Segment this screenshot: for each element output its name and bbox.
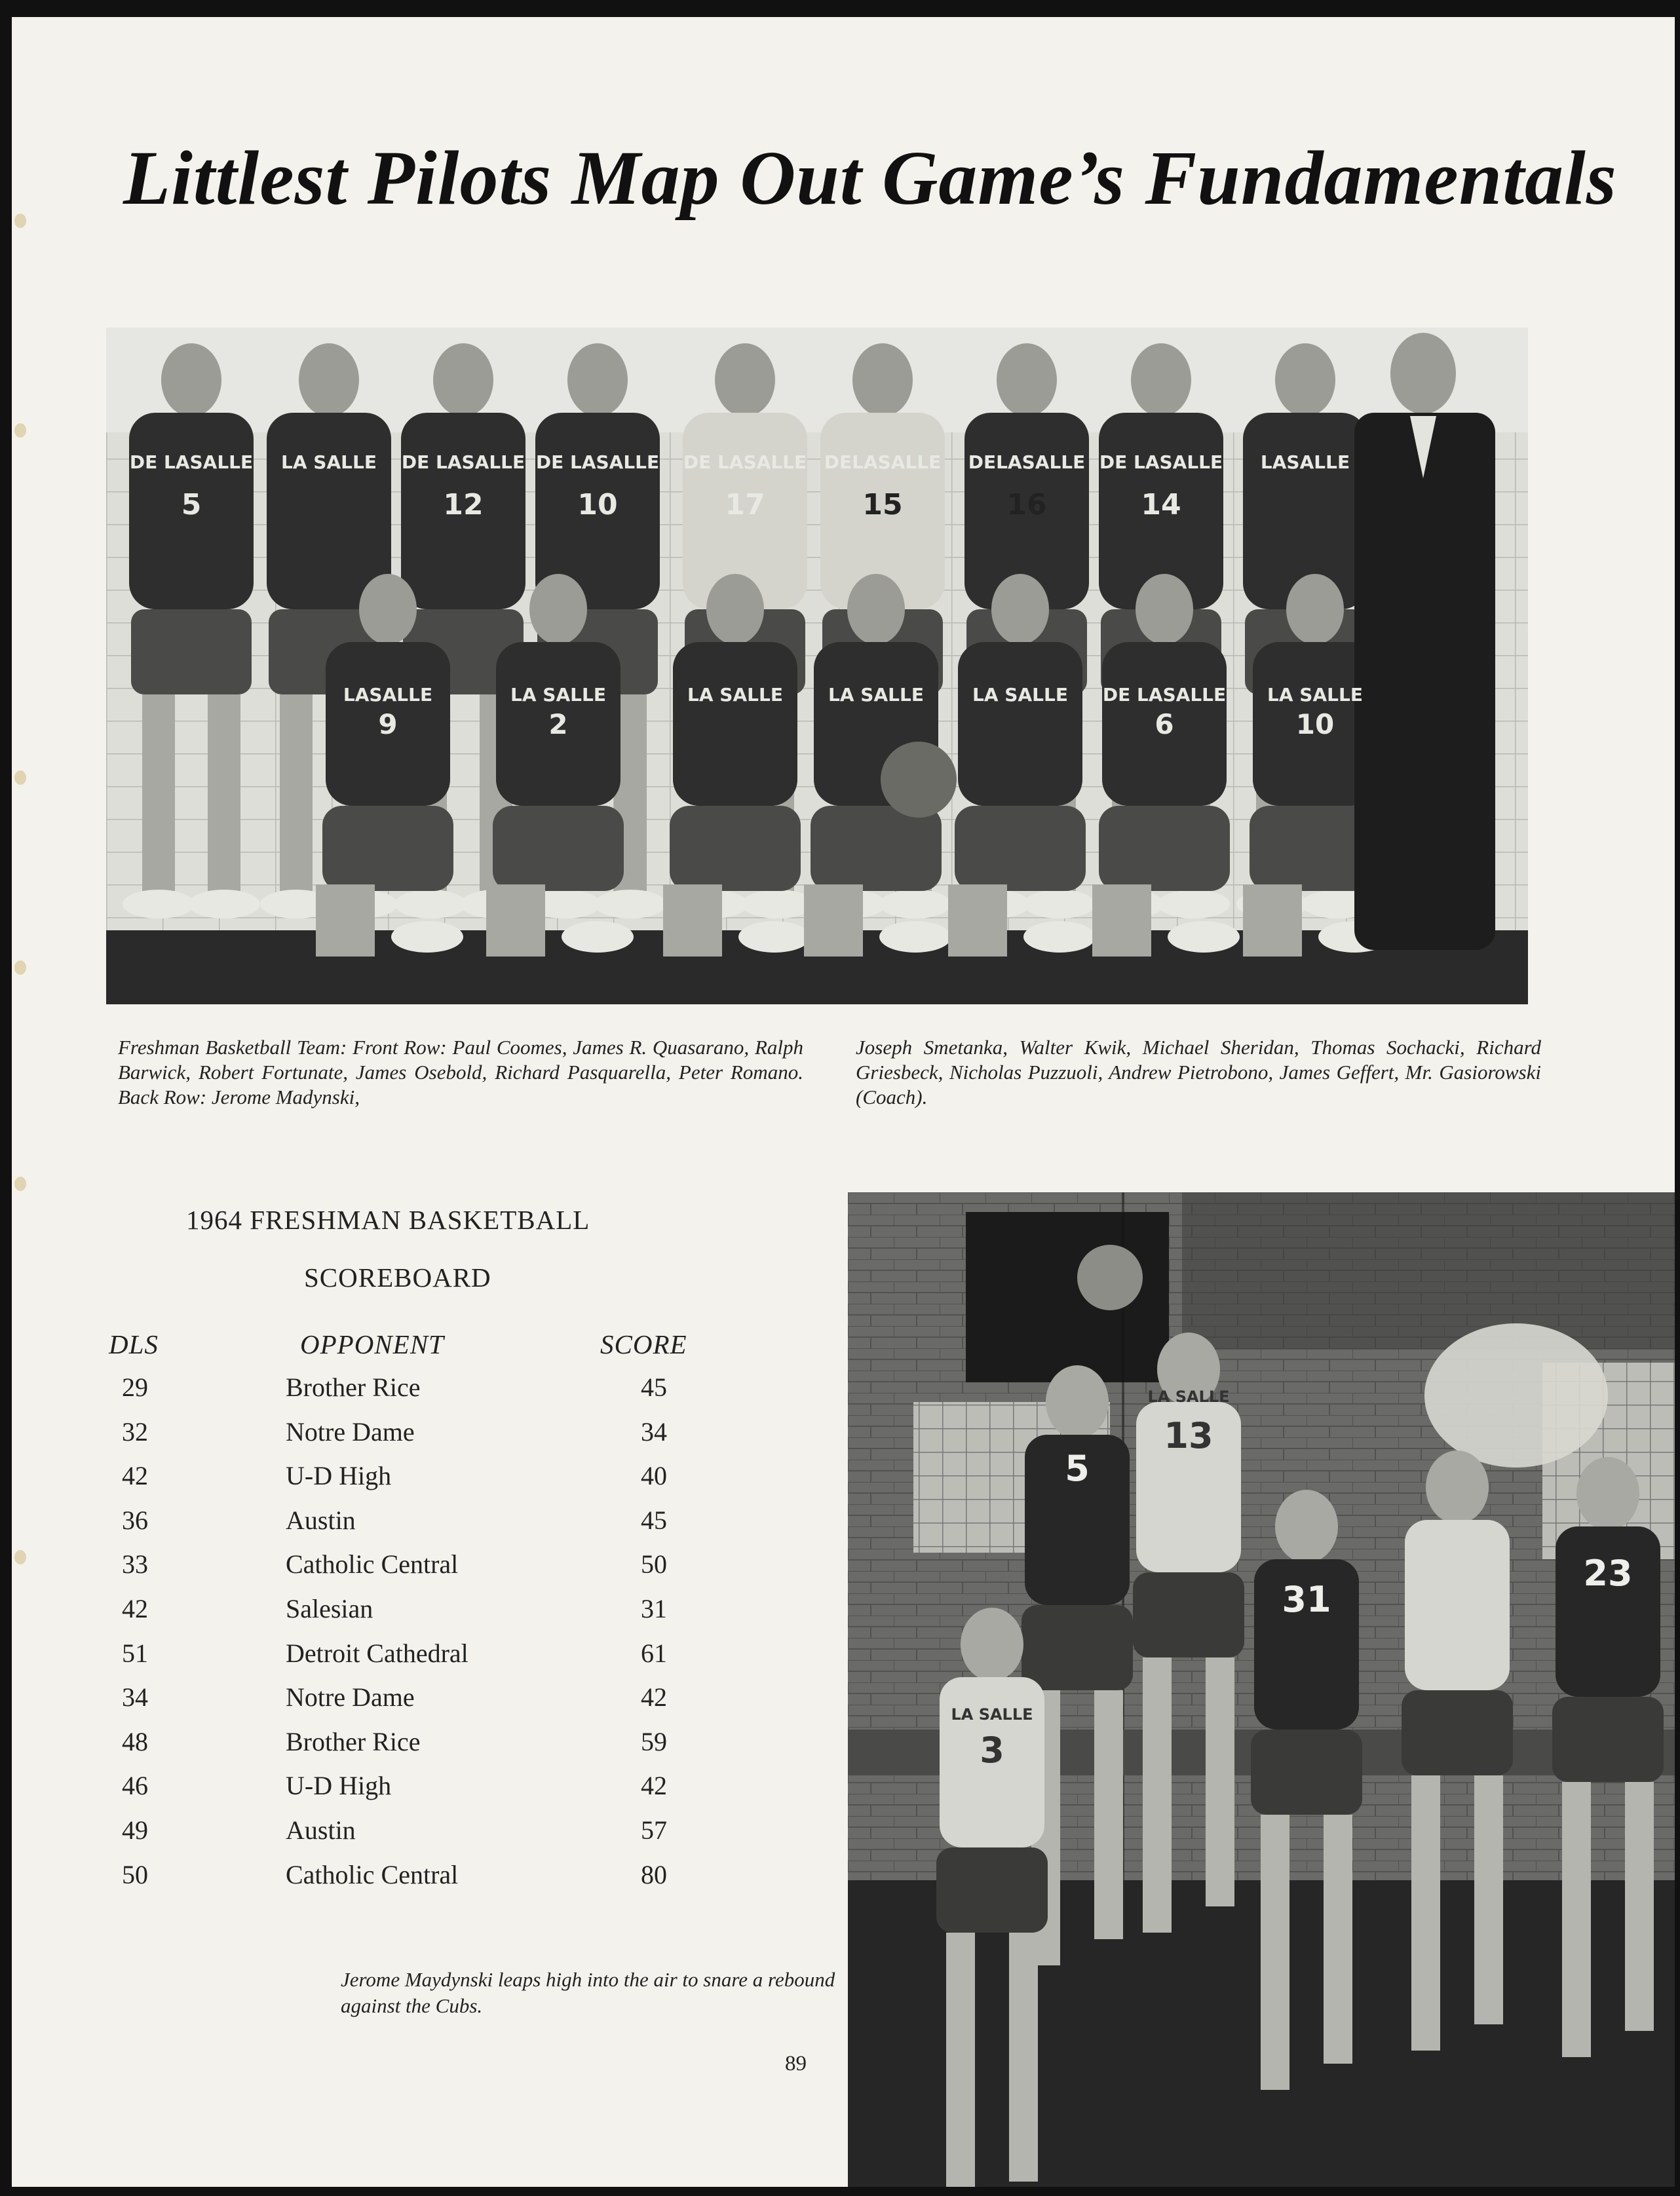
dls-score: 33 [122, 1549, 148, 1580]
table-row [12, 1682, 798, 1726]
jersey-text: DELASALLE [824, 451, 942, 473]
jersey-number: 5 [181, 488, 202, 521]
jersey-number: 5 [1065, 1448, 1090, 1489]
jersey-number: 12 [443, 488, 484, 521]
jersey-number: 14 [1141, 488, 1181, 521]
table-row [12, 1549, 798, 1593]
table-row [12, 1505, 798, 1549]
table-row [12, 1460, 798, 1505]
jersey-text: LA SALLE [828, 684, 924, 706]
action-photo-image [848, 1192, 1675, 2187]
opponent-score: 31 [641, 1593, 667, 1623]
jersey-text: DELASALLE [968, 451, 1086, 473]
opponent-name: Brother Rice [286, 1372, 421, 1402]
jersey-number: 16 [1006, 488, 1047, 521]
jersey-number: 10 [577, 488, 618, 521]
basketball [881, 742, 957, 818]
jersey-text: DE LASALLE [683, 451, 807, 473]
table-row [12, 1859, 798, 1904]
dls-score: 46 [122, 1771, 148, 1801]
jersey-number: 17 [725, 488, 765, 521]
jersey-text: LASALLE [1260, 451, 1350, 473]
opponent-score: 45 [641, 1372, 667, 1402]
opponent-score: 80 [641, 1859, 667, 1889]
header-opponent: OPPONENT [300, 1329, 444, 1359]
dls-score: 36 [122, 1505, 148, 1535]
opponent-score: 57 [641, 1815, 667, 1845]
team-caption-right: Joseph Smetanka, Walter Kwik, Michael Sheridan, Thomas Sochacki, Richard Griesbeck, Nicholas Puzzuoli, Andrew Pietrobono, James Geffert, Mr. Gasiorowski (Coach). [856, 1036, 1541, 1108]
opponent-score: 59 [641, 1726, 667, 1756]
opponent-score: 34 [641, 1416, 667, 1447]
opponent-name: Brother Rice [286, 1726, 421, 1756]
action-photo [848, 1192, 1675, 2187]
jersey-number: 6 [1155, 708, 1174, 740]
opponent-score: 42 [641, 1771, 667, 1801]
table-row [12, 1372, 798, 1416]
opponent-name: Catholic Central [286, 1549, 459, 1580]
page-number: 89 [785, 2052, 807, 2075]
jersey-text: LASALLE [343, 684, 433, 706]
dls-score: 42 [122, 1593, 148, 1623]
basketball [1077, 1245, 1143, 1310]
scoreboard-table [12, 1372, 798, 1903]
jersey-text: DE LASALLE [401, 451, 525, 473]
jersey-text: LA SALLE [1267, 684, 1363, 706]
action-photo-caption: Jerome Maydynski leaps high into the air to snare a rebound against the Cubs. [341, 1968, 835, 2017]
dls-score: 29 [122, 1372, 148, 1402]
jersey-number: 13 [1164, 1415, 1213, 1456]
opponent-score: 50 [641, 1549, 667, 1580]
jersey-number: 2 [548, 708, 568, 740]
jersey-text: LA SALLE [1147, 1388, 1230, 1406]
yearbook-page [12, 17, 1675, 2187]
table-row [12, 1770, 798, 1815]
opponent-name: Notre Dame [286, 1682, 415, 1713]
opponent-name: Notre Dame [286, 1416, 415, 1447]
header-dls: DLS [109, 1329, 159, 1359]
jersey-text: LA SALLE [951, 1705, 1033, 1724]
opponent-score: 42 [641, 1682, 667, 1713]
dls-score: 32 [122, 1416, 148, 1447]
team-caption-left: Freshman Basketball Team: Front Row: Paul Coomes, James R. Quasarano, Ralph Barwick, Robert Fortunate, James Osebold, Richard Pasquarella, Peter Romano. Back Row: Jerome Madynski, [118, 1036, 803, 1108]
jersey-text: DE LASALLE [129, 451, 254, 473]
jersey-text: LA SALLE [687, 684, 783, 706]
table-row [12, 1638, 798, 1682]
jersey-text: LA SALLE [281, 451, 377, 473]
table-row [12, 1726, 798, 1771]
dls-score: 48 [122, 1726, 148, 1756]
opponent-score: 40 [641, 1461, 667, 1491]
dls-score: 49 [122, 1815, 148, 1845]
jersey-number: 15 [862, 488, 903, 521]
jersey-number: 31 [1282, 1579, 1331, 1620]
jersey-number: 3 [980, 1730, 1004, 1771]
opponent-name: Austin [286, 1505, 356, 1535]
dls-score: 50 [122, 1859, 148, 1889]
dls-score: 34 [122, 1682, 148, 1713]
jersey-text: LA SALLE [510, 684, 606, 706]
table-row [12, 1416, 798, 1461]
opponent-name: Austin [286, 1815, 356, 1845]
header-score: SCORE [600, 1329, 687, 1359]
jersey-number: 10 [1295, 708, 1335, 740]
jersey-text: DE LASALLE [535, 451, 660, 473]
table-row [12, 1593, 798, 1638]
team-photo-image [106, 328, 1528, 1004]
coach [1354, 333, 1495, 950]
jersey-text: DE LASALLE [1102, 684, 1227, 706]
opponent-name: Detroit Cathedral [286, 1638, 468, 1668]
opponent-score: 45 [641, 1505, 667, 1535]
dls-score: 51 [122, 1638, 148, 1668]
jersey-text: LA SALLE [972, 684, 1068, 706]
opponent-name: Catholic Central [286, 1859, 459, 1889]
page-title: Littlest Pilots Map Out Game’s Fundamentals [123, 135, 1617, 221]
opponent-score: 61 [641, 1638, 667, 1668]
jersey-text: DE LASALLE [1099, 451, 1223, 473]
scoreboard-title: 1964 FRESHMAN BASKETBALL [186, 1205, 590, 1235]
jersey-number: 23 [1583, 1553, 1633, 1594]
table-row [12, 1815, 798, 1859]
opponent-name: U-D High [286, 1771, 392, 1801]
dls-score: 42 [122, 1461, 148, 1491]
scoreboard-subtitle: SCOREBOARD [304, 1262, 491, 1293]
opponent-name: Salesian [286, 1593, 373, 1623]
opponent-name: U-D High [286, 1461, 392, 1491]
team-photo [106, 328, 1528, 1004]
jersey-number: 9 [378, 708, 398, 740]
